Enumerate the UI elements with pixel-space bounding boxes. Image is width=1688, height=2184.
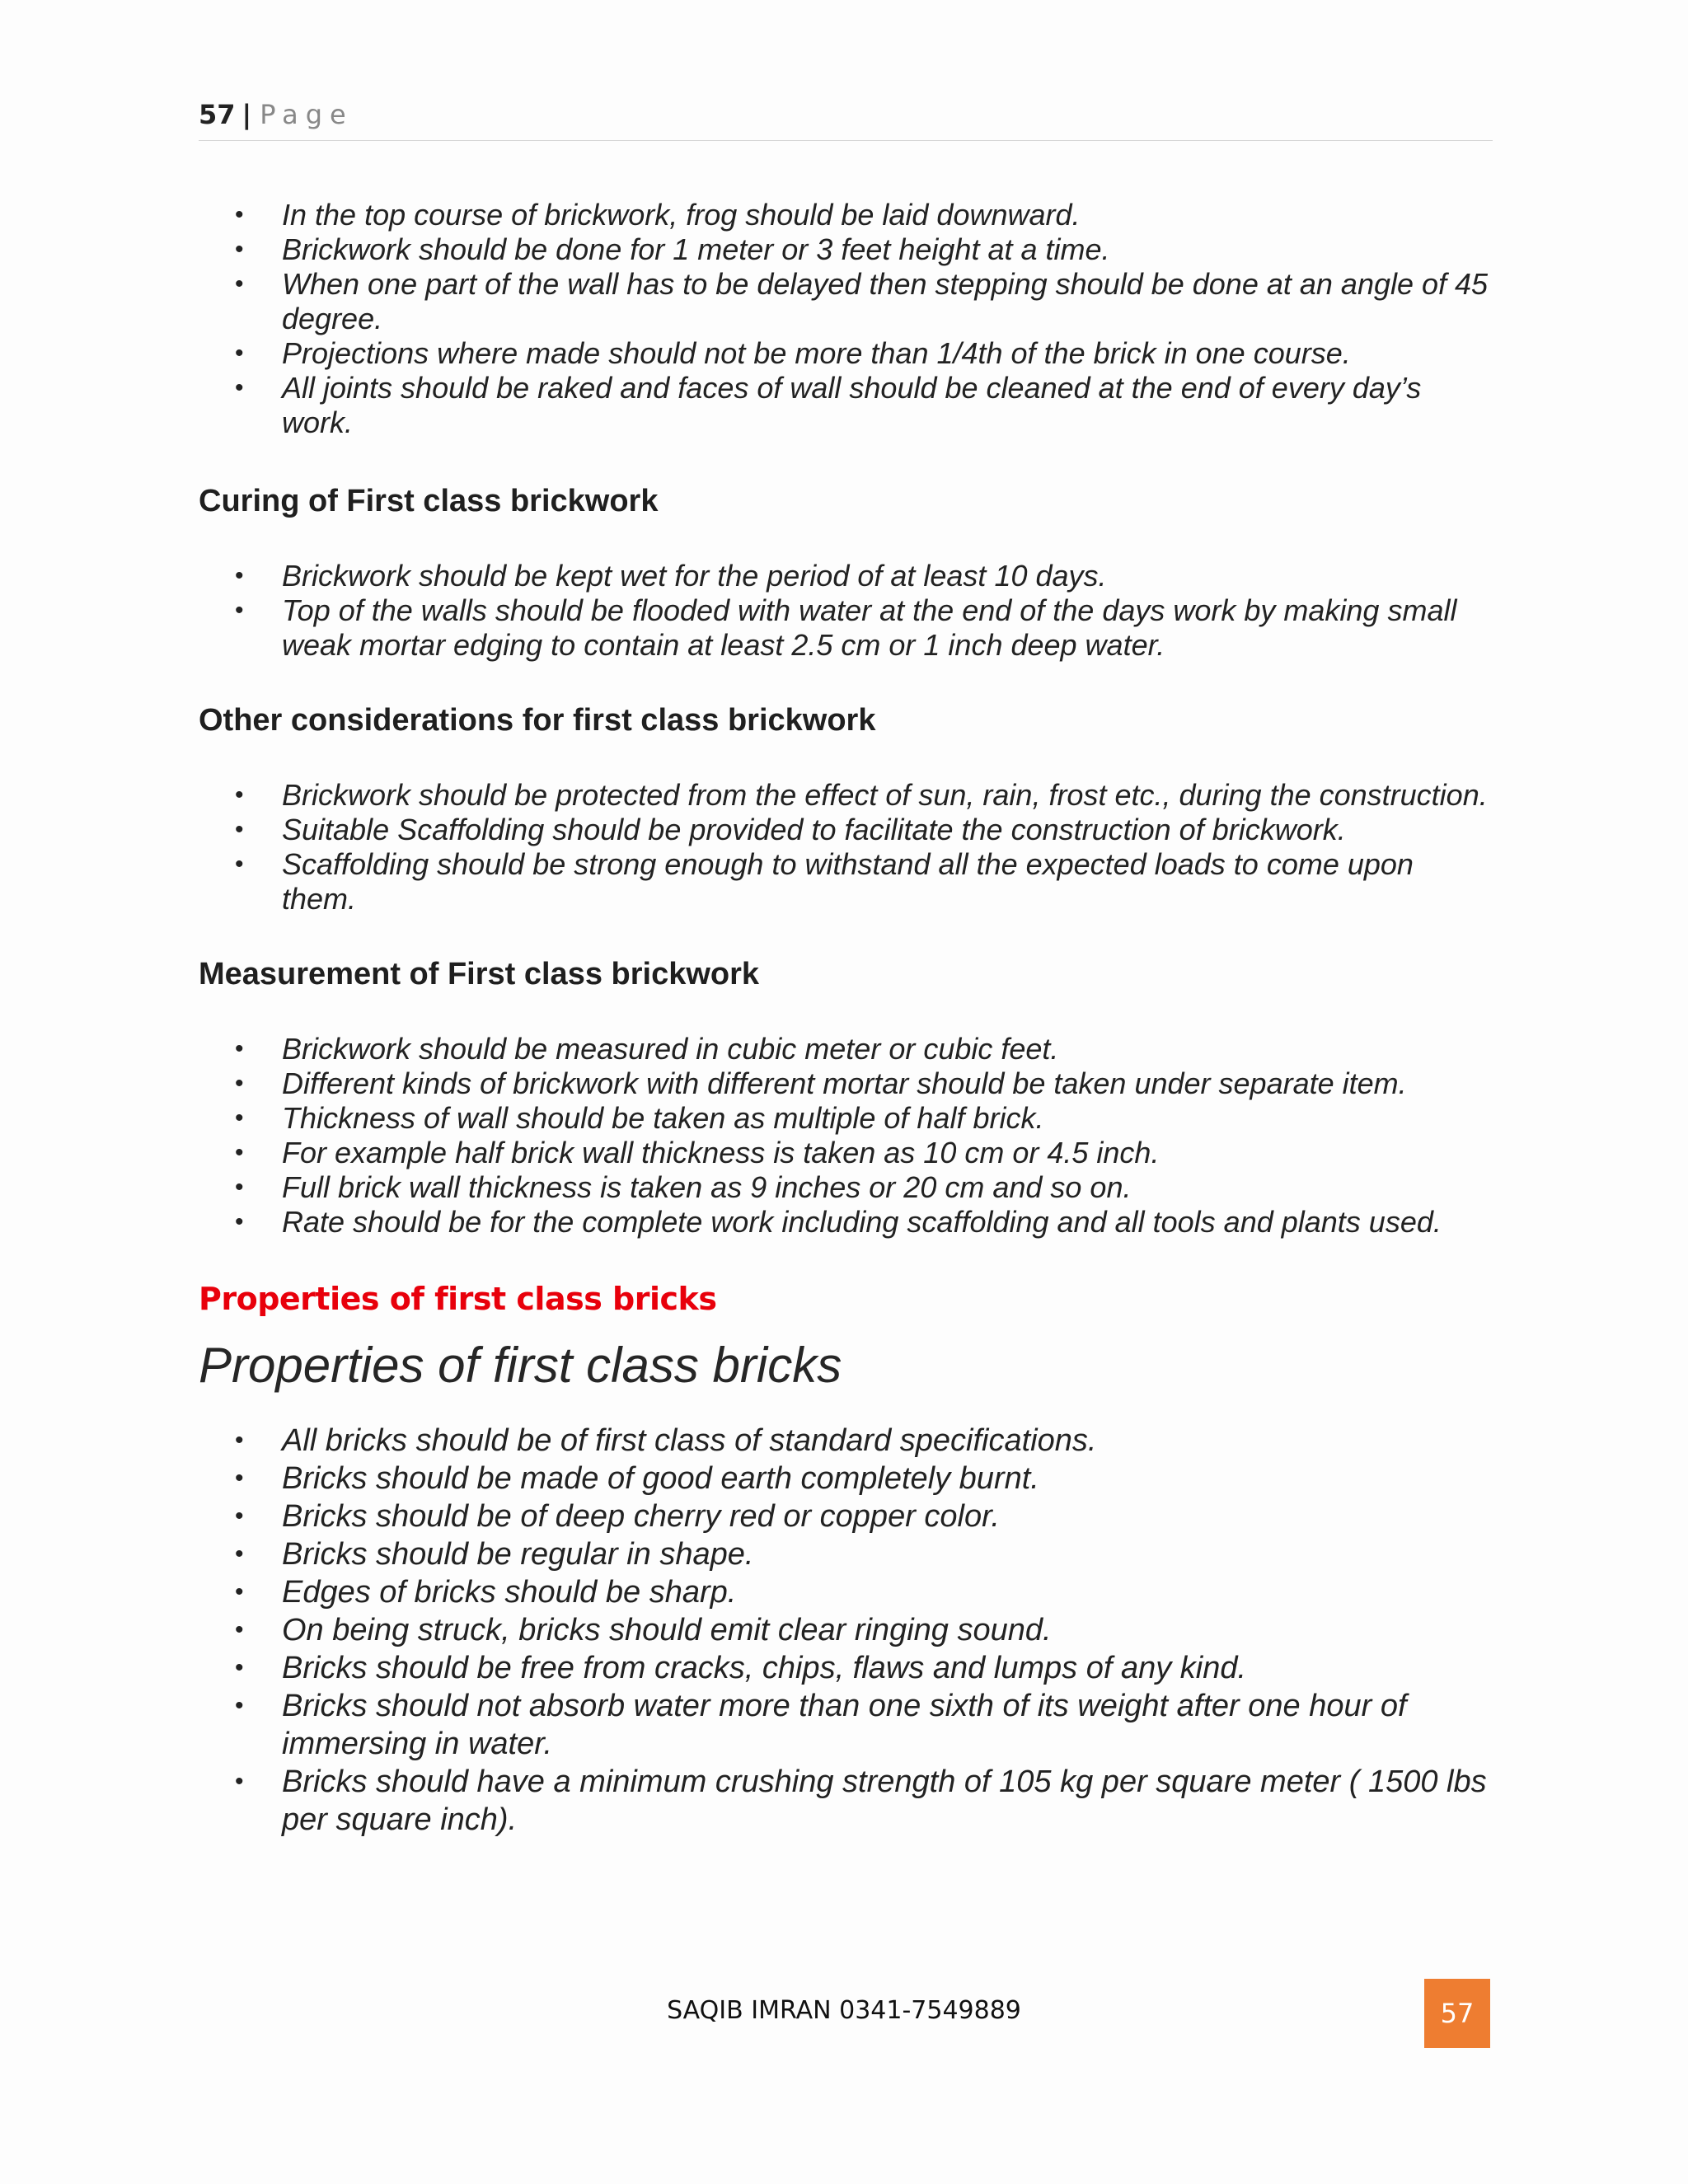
list-item: • Brickwork should be kept wet for the period of at least 10 days. [235,559,1107,593]
properties-big-heading: Properties of first class bricks [199,1338,842,1393]
page-header [199,99,1493,141]
bullet-icon: • [235,851,244,878]
page-content [199,198,1493,1839]
bullet-icon: • [235,270,244,298]
intro-list [199,198,1493,440]
curing-heading: Curing of First class brickwork [199,484,659,518]
bullet-icon: • [235,201,244,228]
page-number-badge: 57 [1424,1979,1490,2048]
list-item: • Brickwork should be measured in cubic meter or cubic feet. [235,1032,1059,1066]
bullet-icon: • [235,1035,244,1062]
list-item: • Brickwork should be done for 1 meter or 3 feet height at a time. [235,232,1110,266]
bullet-icon: • [235,1208,244,1235]
list-item: • Bricks should be free from cracks, chips, flaws and lumps of any kind. [235,1651,1247,1685]
list-item: • All bricks should be of first class of standard specifications. [235,1423,1097,1458]
list-item: • Bricks should have a minimum crushing strength of 105 kg per square meter ( 1500 lbs per square inch). [235,1765,1487,1837]
properties-list [199,1422,1493,1839]
header-page-word: Page [260,99,354,130]
bullet-icon: • [235,1692,244,1719]
list-item: • In the top course of brickwork, frog should be laid downward. [235,198,1081,232]
other-considerations-heading: Other considerations for first class brickwork [199,703,876,738]
list-item: • Bricks should be of deep cherry red or copper color. [235,1499,1000,1534]
header-page-number: 57 [199,99,236,130]
list-item: • Suitable Scaffolding should be provided to facilitate the construction of brickwork. [235,813,1346,846]
curing-list [199,559,1493,663]
bullet-icon: • [235,1502,244,1530]
bullet-icon: • [235,1654,244,1681]
bullet-icon: • [235,816,244,843]
list-item: • All joints should be raked and faces of wall should be cleaned at the end of every day’s work. [235,371,1422,439]
bullet-icon: • [235,562,244,589]
list-item: • Thickness of wall should be taken as multiple of half brick. [235,1101,1044,1135]
header-separator: | [241,99,252,130]
bullet-icon: • [235,236,244,263]
bullet-icon: • [235,1174,244,1201]
other-considerations-list [199,778,1493,916]
bullet-icon: • [235,1139,244,1166]
bullet-icon: • [235,340,244,367]
list-item: • When one part of the wall has to be delayed then stepping should be done at an angle of 45 degree. [235,267,1489,335]
list-item: • Rate should be for the complete work including scaffolding and all tools and plants used. [235,1205,1442,1239]
properties-red-heading: Properties of first class bricks [199,1281,717,1317]
bullet-icon: • [235,1616,244,1643]
list-item: • Projections where made should not be more than 1/4th of the brick in one course. [235,336,1351,370]
bullet-icon: • [235,1465,244,1492]
list-item: • On being struck, bricks should emit clear ringing sound. [235,1613,1052,1647]
footer-author: SAQIB IMRAN 0341-7549889 [667,1996,1021,2025]
bullet-icon: • [235,374,244,401]
list-item: • Scaffolding should be strong enough to withstand all the expected loads to come upon them. [235,847,1414,916]
bullet-icon: • [235,1578,244,1605]
list-item: • Bricks should not absorb water more than one sixth of its weight after one hour of immersing in water. [235,1689,1407,1761]
list-item: • Brickwork should be protected from the effect of sun, rain, frost etc., during the construction. [235,778,1488,812]
list-item: • Different kinds of brickwork with different mortar should be taken under separate item. [235,1066,1407,1100]
bullet-icon: • [235,597,244,624]
list-item: • Bricks should be made of good earth completely burnt. [235,1461,1039,1496]
bullet-icon: • [235,1104,244,1132]
list-item: • Full brick wall thickness is taken as 9 inches or 20 cm and so on. [235,1170,1132,1204]
measurement-list [199,1032,1493,1240]
bullet-icon: • [235,781,244,808]
bullet-icon: • [235,1768,244,1795]
list-item: • Bricks should be regular in shape. [235,1537,754,1572]
measurement-heading: Measurement of First class brickwork [199,957,760,991]
bullet-icon: • [235,1427,244,1454]
bullet-icon: • [235,1070,244,1097]
list-item: • Top of the walls should be flooded with water at the end of the days work by making small weak mortar edging to contain at least 2.5 cm or 1 inch deep water. [235,593,1457,662]
bullet-icon: • [235,1540,244,1568]
list-item: • Edges of bricks should be sharp. [235,1575,737,1610]
list-item: • For example half brick wall thickness is taken as 10 cm or 4.5 inch. [235,1136,1160,1169]
